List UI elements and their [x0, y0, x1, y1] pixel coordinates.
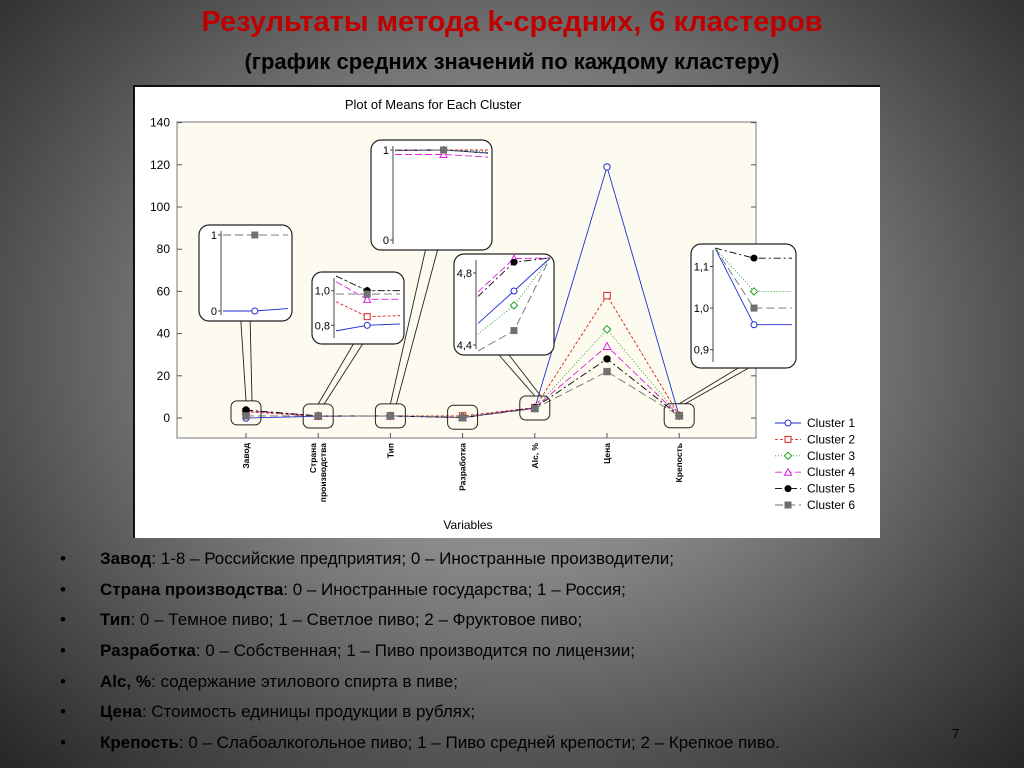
bullet-dot: • [60, 702, 66, 722]
bullet-dot: • [60, 579, 66, 599]
marker-dot [511, 259, 517, 265]
x-tick-label-group [602, 443, 612, 464]
marker-dot [604, 356, 610, 362]
x-tick-label-group [385, 443, 395, 458]
inset-tick-label: 0,9 [693, 344, 709, 357]
inset-group [371, 140, 492, 250]
bullet-text: : 0 – Собственная; 1 – Пиво производится по лицензии; [195, 641, 635, 661]
x-axis-label: Variables [443, 518, 493, 532]
bullet-text: : 1-8 – Российские предприятия; 0 – Иностранные производители; [151, 549, 674, 568]
marker-square [751, 305, 757, 311]
inset-group [691, 244, 796, 368]
bullet-item [60, 605, 1000, 636]
inset-tick-label: 1 [210, 230, 217, 242]
marker-square [364, 291, 370, 297]
x-tick-label-group [458, 443, 468, 491]
x-tick-label-group [241, 442, 251, 468]
x-tick-label: Цена [602, 443, 612, 464]
bullet-term: Alc, % [100, 671, 152, 691]
marker-square [604, 292, 610, 298]
y-tick-label: 80 [156, 242, 170, 257]
bullet-text: : 0 – Темное пиво; 1 – Светлое пиво; 2 – Фруктовое пиво; [130, 610, 583, 630]
marker-square [511, 328, 517, 334]
bullet-text: : 0 – Слабоалкогольное пиво; 1 – Пиво средней крепости; 2 – Крепкое пиво. [178, 733, 780, 753]
inset-tick-label: 0 [210, 306, 217, 318]
y-tick-label: 0 [163, 411, 170, 425]
x-tick-label: Крепость [674, 443, 685, 483]
marker-square [252, 232, 258, 238]
legend-label: Cluster 3 [807, 448, 856, 463]
marker-circle [751, 322, 757, 328]
bullet-item [60, 697, 1000, 728]
bullet-dot: • [60, 549, 66, 568]
x-tick-label: Alc, % [529, 443, 540, 469]
inset-tick-label: 4,8 [456, 268, 472, 280]
bullet-item [60, 728, 1000, 759]
bullet-item [60, 667, 1000, 698]
page-number: 7 [952, 726, 960, 741]
marker-circle [604, 164, 610, 170]
x-tick-label-group [530, 443, 540, 469]
marker-circle [511, 288, 517, 294]
bullet-term: Страна производства [100, 579, 284, 599]
legend-label: Cluster 2 [807, 432, 856, 447]
inset-box [312, 272, 404, 344]
chart-frame [133, 85, 880, 538]
inset-tick-label: 1,0 [693, 303, 709, 316]
bullet-text: : содержание этилового спирта в пиве; [151, 671, 458, 691]
y-tick-label: 100 [149, 200, 170, 214]
inset-tick-label: 1 [382, 145, 389, 157]
inset-group [199, 225, 292, 321]
marker-square [785, 436, 791, 442]
bullet-list [60, 544, 1000, 759]
bullet-dot: • [60, 733, 66, 753]
y-tick-label: 40 [156, 326, 170, 341]
y-tick-label: 140 [149, 115, 170, 130]
inset-tick-label: 0 [382, 235, 389, 247]
x-tick-label: производства [318, 443, 329, 503]
bullet-dot: • [60, 671, 66, 691]
marker-dot [785, 486, 791, 492]
slide-title: Результаты метода k-средних, 6 кластеров [201, 6, 823, 38]
inset-group [454, 254, 554, 355]
marker-square [604, 368, 610, 374]
bullet-term: Завод [100, 549, 152, 568]
x-tick-label: Разработка [457, 443, 468, 491]
x-tick-label: Страна [308, 443, 319, 474]
slide-subtitle: (график средних значений по каждому кластеру) [244, 49, 780, 74]
marker-square [676, 413, 682, 419]
bullet-item [60, 544, 1000, 575]
marker-square [387, 413, 393, 419]
bullet-text: : 0 – Иностранные государства; 1 – Россия; [283, 579, 626, 599]
marker-square [441, 147, 447, 153]
bullet-term: Разработка [100, 641, 196, 661]
marker-circle [252, 308, 258, 314]
inset-tick-label: 0,8 [314, 320, 330, 333]
y-tick-label: 20 [156, 368, 170, 383]
bullet-term: Тип [100, 610, 131, 630]
x-tick-label: Тип [385, 443, 396, 459]
bullet-text: : Стоимость единицы продукции в рублях; [141, 702, 476, 722]
marker-square [243, 413, 249, 419]
inset-tick-label: 1,1 [693, 261, 709, 274]
means-chart [135, 87, 880, 538]
bullet-term: Крепость [100, 733, 179, 753]
legend-label: Cluster 4 [807, 465, 856, 480]
marker-square [532, 405, 538, 411]
bullet-item [60, 575, 1000, 606]
y-tick-label: 60 [156, 284, 170, 299]
chart-title: Plot of Means for Each Cluster [344, 97, 522, 112]
inset-group [312, 272, 404, 344]
marker-square [315, 413, 321, 419]
marker-dot [751, 255, 757, 261]
bullet-dot: • [60, 610, 66, 630]
marker-square [364, 314, 370, 320]
marker-circle [785, 420, 791, 426]
marker-square [785, 502, 791, 508]
marker-circle [364, 322, 370, 328]
legend-label: Cluster 5 [807, 481, 856, 496]
inset-tick-label: 1,0 [314, 285, 330, 298]
legend-label: Cluster 1 [807, 416, 856, 430]
legend-label: Cluster 6 [807, 498, 856, 512]
bullet-term: Цена [100, 702, 142, 722]
inset-box [371, 140, 492, 250]
x-tick-label: Завод [241, 443, 251, 469]
bullet-item [60, 636, 1000, 667]
marker-square [459, 415, 465, 421]
x-tick-label-group [674, 443, 684, 482]
inset-tick-label: 4,4 [456, 340, 472, 352]
y-tick-label: 120 [149, 157, 170, 172]
bullet-dot: • [60, 641, 66, 661]
